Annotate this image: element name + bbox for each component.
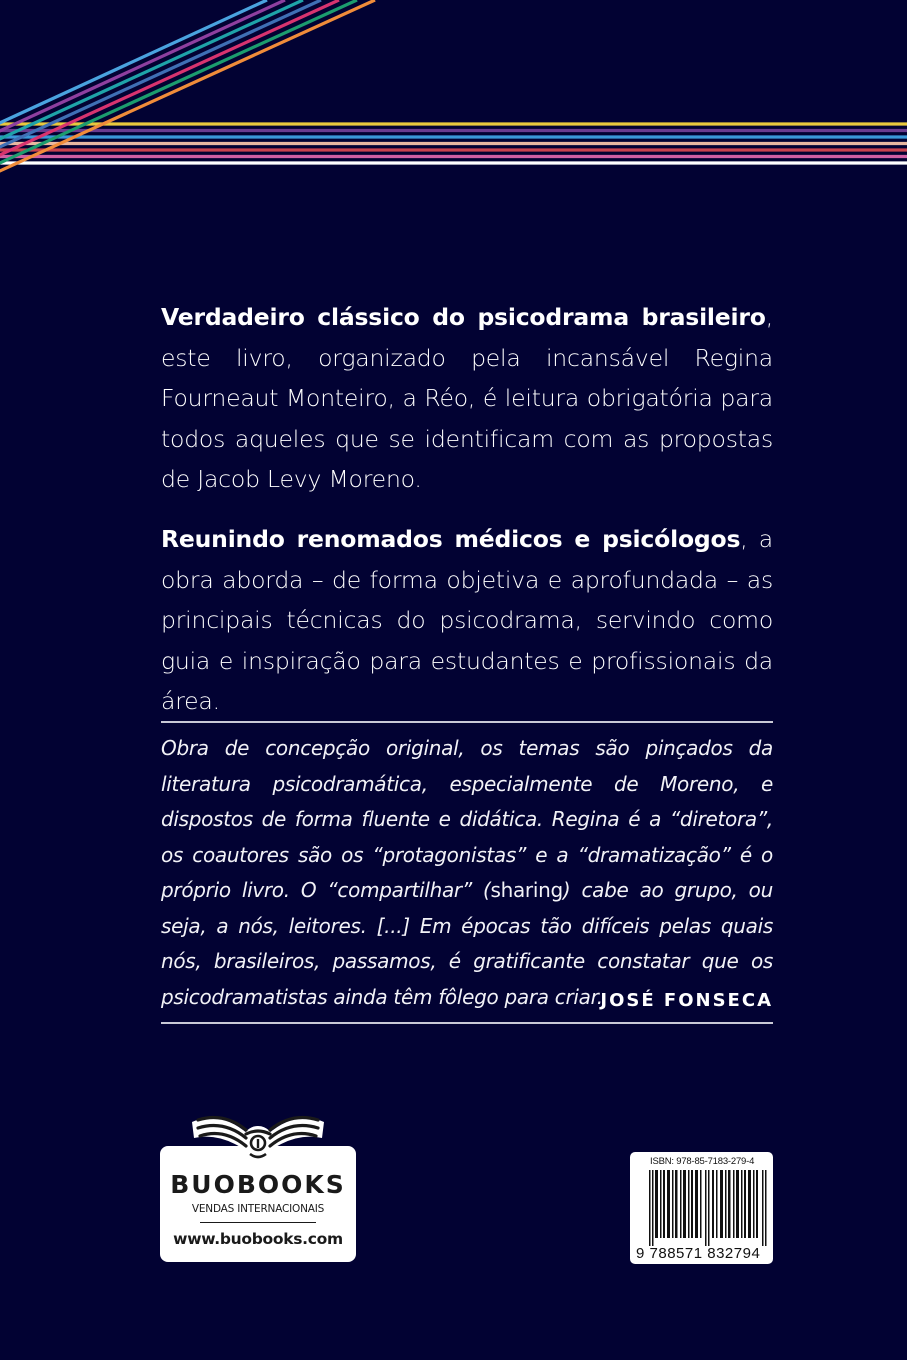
publisher-logo [160,1108,356,1262]
review-quote [161,731,773,1015]
review-author: JOSÉ FONSECA [600,990,773,1011]
isbn-digits: 9 788571 832794 [636,1245,761,1262]
blurb-paragraph-2-text: , a obra aborda – de forma objetiva e aprofundada – as principais técnicas do psicodrama, servindo como guia e inspiração para estudantes e profissionais da área. [161,525,773,715]
publisher-tagline: VENDAS INTERNACIONAIS [191,1203,325,1215]
decorative-stripes [0,0,907,200]
blurb-paragraph-1-text: , este livro, organizado pela incansável Regina Fourneaut Monteiro, a Réo, é leitura obrigatória para todos aqueles que se identificam com as propostas de Jacob Levy Moreno. [161,303,773,493]
isbn-label: ISBN: 978-85-7183-279-4 [650,1156,755,1167]
publisher-url: www.buobooks.com [173,1230,343,1248]
divider-top [161,721,773,723]
blurb-paragraph-1 [161,297,773,500]
review-quote-part-1: Obra de concepção original, os temas são pinçados da literatura psicodramática, especialmente de Moreno, e dispostos de forma fluente e didática. Regina é a “diretora”, os coautores são os “protagonistas” e a “dramatização” é o próprio livro. O “compartilhar” ( [161,736,773,902]
isbn-barcode [630,1152,773,1264]
publisher-name: BUOBOOKS [170,1170,346,1199]
blurb-paragraph-2-bold: Reunindo renomados médicos e psicólogos [161,525,741,553]
blurb-paragraph-1-bold: Verdadeiro clássico do psicodrama brasileiro [161,303,766,331]
owl-wings-icon [190,1108,326,1164]
barcode-icon [649,1170,767,1246]
review-quote-part-2: ) cabe ao grupo, ou seja, a nós, leitores. [...] Em épocas tão difíceis pelas quais nós, brasileiros, passamos, é gratificante constatar que os psicodramatistas ainda têm fôlego para criar. [161,878,773,1009]
review-quote-sharing: sharing [490,878,563,902]
divider-bottom [161,1022,773,1024]
blurb-paragraph-2 [161,519,773,722]
publisher-logo-divider [200,1222,316,1223]
